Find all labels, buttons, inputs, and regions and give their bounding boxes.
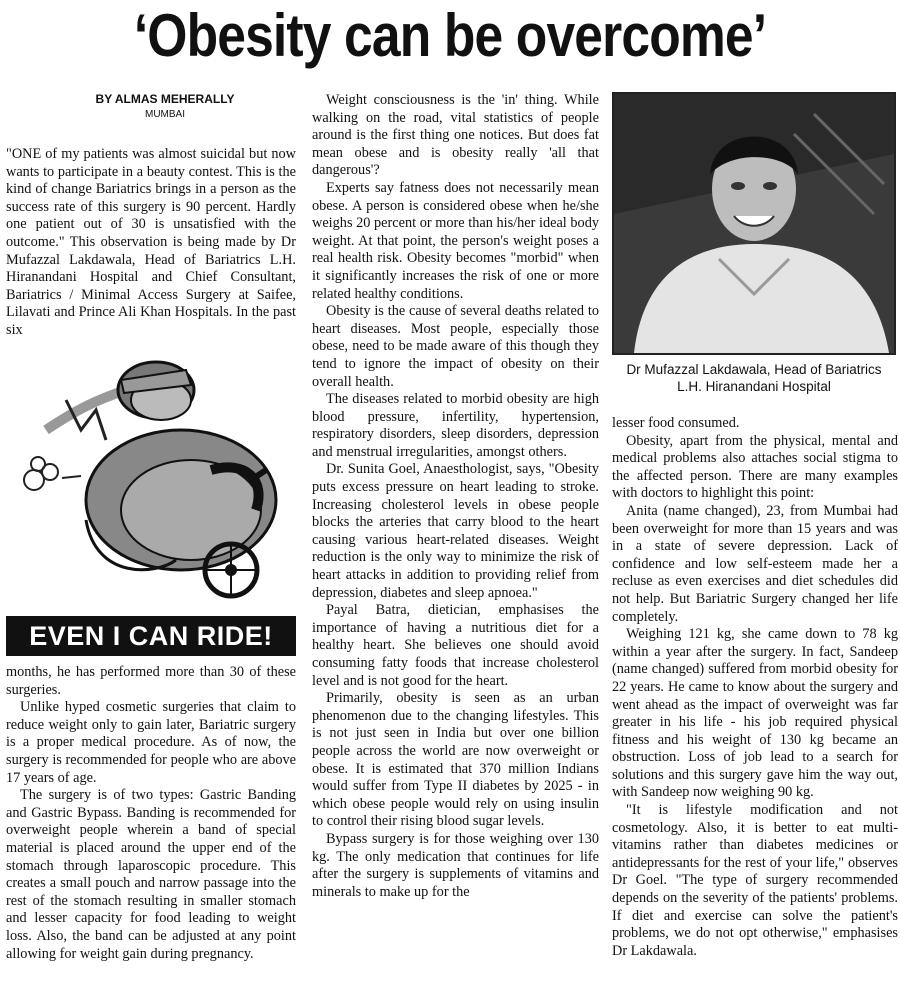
paragraph: Weight consciousness is the 'in' thing. While walking on the road, vital statistics of people around is the first thing one notices. But does fat mean obese and is obesity really 'all that dangerous'?	[312, 92, 599, 179]
paragraph: lesser food consumed.	[612, 415, 740, 431]
doctor-photo	[612, 92, 896, 355]
cartoon-rider-image	[6, 360, 296, 610]
caption-line-1: Dr Mufazzal Lakdawala, Head of Bariatrics	[626, 362, 882, 377]
byline-location: MUMBAI	[145, 109, 185, 120]
paragraph: Obesity is the cause of several deaths related to heart diseases. Most people, especially those obese, need to be made aware of this though they tend to ignore the impact of obesity on their overall health.	[312, 303, 599, 390]
headline: ‘Obesity can be overcome’	[133, 2, 767, 69]
paragraph: months, he has performed more than 30 of these surgeries.	[6, 664, 296, 698]
photo-caption	[612, 361, 896, 395]
doctor-portrait-image	[614, 94, 894, 353]
paragraph: Weighing 121 kg, she came down to 78 kg within a year after the surgery. In fact, Sandeep (name changed) suffered from morbid obesity for 22 years. He came to know about the surgery and went ahead as the impact of overweight was far greater in his life - his job required physical fitness and his weight of 130 kg became an obstruction. Loss of job lead to a search for solutions and this surgery gave him the way out, with Sandeep now weighing 90 kg.	[612, 626, 898, 801]
paragraph: Anita (name changed), 23, from Mumbai had been overweight for more than 15 years and was in a state of severe depression. Lack of confidence and low self-esteem made her a recluse as even exercises and diet schedules did not help. But Bariatric Surgery changed her life completely.	[612, 502, 898, 625]
article-column-3	[612, 415, 898, 993]
cartoon-banner: EVEN I CAN RIDE!	[6, 616, 296, 656]
paragraph: Experts say fatness does not necessarily mean obese. A person is considered obese when he/she weighs 20 percent or more than his/her ideal body weight. At that point, the person's weight poses a real health risk. Obesity becomes "morbid" when it significantly increases the risk of one or more related healthy conditions.	[312, 179, 599, 302]
paragraph: The diseases related to morbid obesity are high blood pressure, infertility, hypertension, respiratory disorders, sleep disorders, depression and menstrual irregularities, amongst others.	[312, 391, 599, 460]
paragraph: Payal Batra, dietician, emphasises the importance of having a nutritious diet for a healthy heart. She believes one should avoid consuming fatty foods that increase cholesterol level and is not good for the heart.	[312, 602, 599, 689]
paragraph: "It is lifestyle modification and not cosmetology. Also, it is better to eat multi-vitamins rather than diabetes medicines or antidepressants for the rest of your life," observes Dr Goel. "The type of surgery recommended depends on the severity of the patients' problems. If diet and exercise can solve the patient's problems, we do not opt otherwise," emphasises Dr Lakdawala.	[612, 802, 898, 959]
byline	[40, 92, 290, 120]
paragraph: Obesity, apart from the physical, mental and medical problems also attaches social stigma to the affected person. There are many examples with doctors to highlight this point:	[612, 432, 898, 502]
caption-line-2: L.H. Hiranandani Hospital	[677, 379, 831, 394]
byline-author: BY ALMAS MEHERALLY	[95, 92, 235, 106]
paragraph: Primarily, obesity is seen as an urban phenomenon due to the changing lifestyles. This is not just seen in India but over one billion people across the world are now overweight or obese. It is estimated that 370 million Indians would suffer from Type II diabetes by 2025 - in which obese people would rely on using insulin to control their rising blood sugar levels.	[312, 690, 599, 830]
paragraph: Bypass surgery is for those weighing over 130 kg. The only medication that continues for life after the surgery is supplements of vitamins and minerals to make up for the	[312, 830, 599, 900]
paragraph: "ONE of my patients was almost suicidal but now wants to participate in a beauty contest. This is the kind of change Bariatrics brings in a person as the success rate of this surgery is 90 percent. Hardly one patient out of 30 is unsatisfied with the outcome." This observation is being made by Dr Mufazzal Lakdawala, Head of Bariatrics L.H. Hiranandani Hospital and Chief Consultant, Bariatrics / Minimal Access Surgery at Saifee, Lilavati and Prince Ali Khan Hospitals. In the past six	[6, 146, 296, 338]
cartoon-illustration	[6, 360, 296, 610]
article-column-1-bottom	[6, 664, 296, 993]
article-column-1-top	[6, 146, 296, 356]
paragraph: Dr. Sunita Goel, Anaesthologist, says, "Obesity puts excess pressure on heart leading to stroke. Increasing cholesterol levels in obese people blocks the arteries that carry blood to the heart causing various heart-related diseases. Weight reduction is the only way to minimize the risk of heart attacks in addition to providing relief from depression, diabetes and sleep apnoea."	[312, 461, 599, 601]
paragraph: The surgery is of two types: Gastric Banding and Gastric Bypass. Banding is recommended for overweight people wherein a band of special material is placed around the upper end of the stomach through laparoscopic procedure. This creates a small pouch and narrow passage into the rest of the stomach resulting in smaller stomach and lesser capacity for food leading to weight loss. Also, the band can be adjusted at any point allowing for weight gain during pregnancy.	[6, 787, 296, 962]
paragraph: Unlike hyped cosmetic surgeries that claim to reduce weight only to gain later, Bariatric surgery is a proper medical procedure. As of now, the surgery is recommended for people who are above 17 years of age.	[6, 699, 296, 786]
article-column-2	[312, 92, 599, 993]
